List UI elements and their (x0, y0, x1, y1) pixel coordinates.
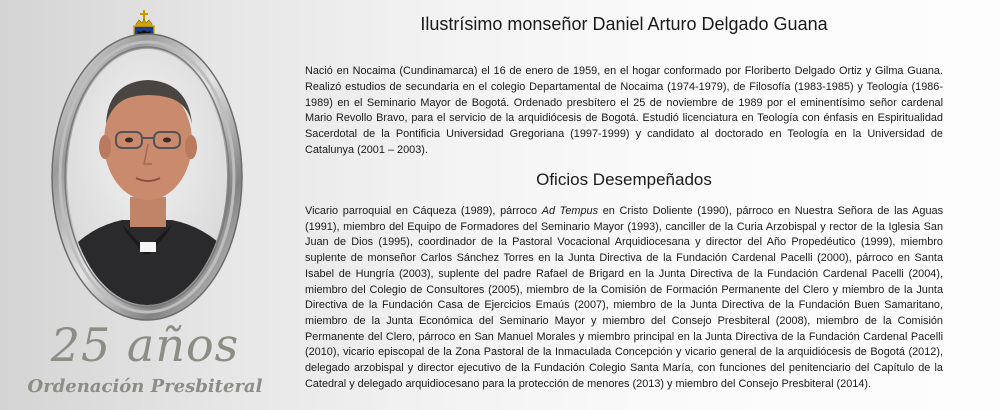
offices-text-part-2: en Cristo Doliente (1990), párroco en Nuestra Señora de las Aguas (1991), miembro del Equipo de Formadores del Seminario Mayor (1993), canciller de la Curia Arzobispal y rector de la Iglesia San Juan de Dios (1995), coordinador de la Pastoral Vocacional Arquidiocesana y director del Año Propedéutico (1999), miembro suplente de monseñor Carlos Sánchez Torres en la Junta Directiva de la Fundación Cardenal Pacelli (2000), párroco en Santa Isabel de Hungría (2003), suplente del padre Rafael de Brigard en la Junta Directiva de la Fundación Cardenal Pacelli (2004), miembro del Colegio de Consultores (2005), miembro de la Comisión de Formación Permanente del Clero y miembro de la Junta Directiva de la Fundación Casa de Ejercicios Emaús (2007), miembro de la Junta Directiva de la Fundación Buen Samaritano, miembro de la Junta Económica del Seminario Mayor y miembro del Consejo Presbiteral (2008), miembro de la Comisión Permanente del Clero, párroco en San Manuel Morales y miembro principal en la Junta Directiva de la Fundación Cardenal Pacelli (2010), vicario episcopal de la Zona Pastoral de la Inmaculada Concepción y vicario general de la arquidiócesis de Bogotá (2012), delegado arzobispal y director ejecutivo de la Fundación Colegio Santa María, con funciones del penitenciario del Capítulo de la Catedral y delegado arquidiocesano para la protección de menores (2013) y miembro del Consejo Presbiteral (2014). (305, 205, 944, 390)
anniversary-subtitle: Ordenación Presbiteral (27, 376, 263, 397)
offices-italic-phrase: Ad Tempus (541, 205, 599, 217)
page-title: Ilustrísimo monseñor Daniel Arturo Delgado Guana (420, 14, 828, 34)
biography-paragraph: Nació en Nocaima (Cundinamarca) el 16 de enero de 1959, en el hogar conformado por Floriberto Delgado Ortiz y Gilma Guana. Realizó estudios de secundaria en el colegio Departamental de Nocaima (1974-1979), de Filosofía (1983-1985) y Teología (1986-1989) en el Seminario Mayor de Bogotá. Ordenado presbítero el 25 de noviembre de 1989 por el eminentísimo señor cardenal Mario Revollo Bravo, para el servicio de la arquidiócesis de Bogotá. Estudió licenciatura en Teología con énfasis en Espiritualidad Sacerdotal de la Pontificia Universidad Gregoriana (1997-1999) y candidato al doctorado en Teología en la Universidad de Catalunya (2001 – 2003). (305, 65, 943, 156)
right-panel (305, 0, 943, 410)
portrait-frame (50, 32, 244, 322)
left-panel (0, 0, 300, 410)
anniversary-title: 25 años (50, 318, 240, 372)
offices-paragraph (305, 204, 943, 392)
section-title-offices: Oficios Desempeñados (536, 170, 712, 189)
offices-text-part-1: Vicario parroquial en Cáqueza (1989), párroco (305, 205, 542, 217)
portrait-image (50, 32, 244, 322)
